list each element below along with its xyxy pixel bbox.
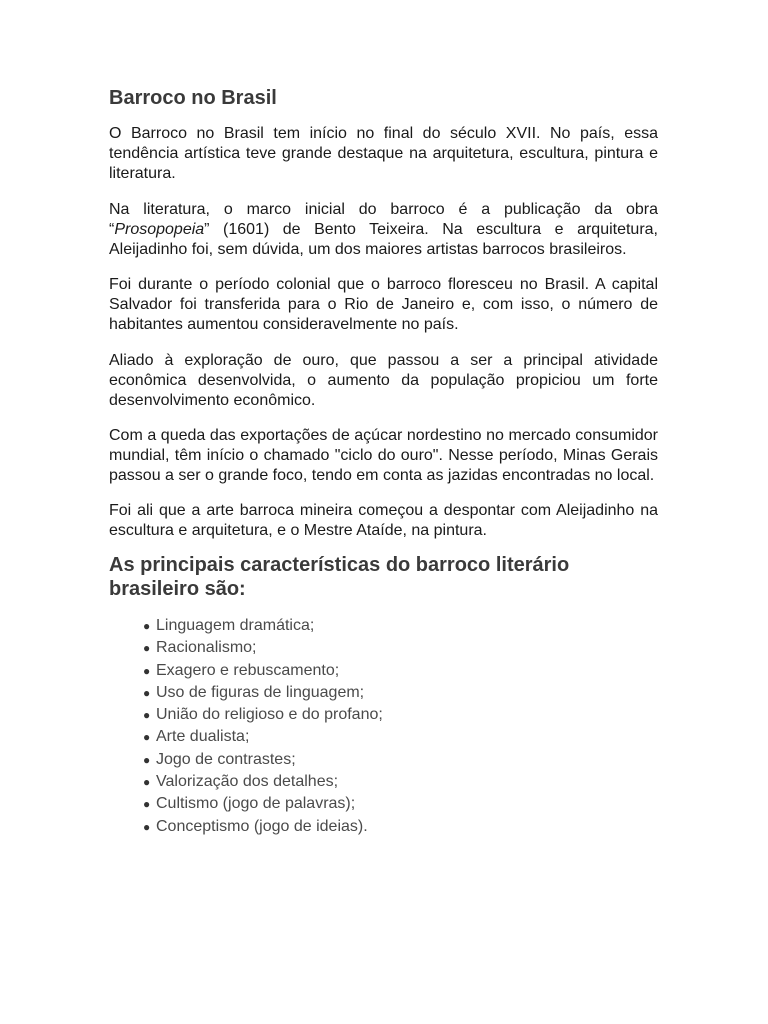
paragraph-intro: O Barroco no Brasil tem início no final do século XVII. No país, essa tendência artística teve grande destaque na arquitetura, escultura, pintura e literatura.	[109, 125, 658, 182]
work-title-prosopopeia: Prosopopeia	[114, 221, 205, 238]
bullet-icon: ●	[143, 619, 151, 633]
bullet-icon: ●	[143, 730, 151, 745]
paragraph-literature	[109, 200, 658, 260]
paragraph-gold-exploration: Aliado à exploração de ouro, que passou a ser a principal atividade econômica desenvolvida, o aumento da população propiciou um forte desenvolvimento econômico.	[109, 352, 658, 409]
bullet-icon: ●	[143, 752, 151, 767]
paragraph-minas-art: Foi ali que a arte barroca mineira começou a despontar com Aleijadinho na escultura e arquitetura, e o Mestre Ataíde, na pintura.	[109, 502, 658, 539]
document-page	[109, 84, 658, 838]
bullet-icon: ●	[143, 775, 151, 790]
list-item-text: Arte dualista;	[156, 728, 250, 746]
list-item	[143, 771, 658, 793]
bullet-icon: ●	[143, 797, 151, 812]
list-item-text: Cultismo (jogo de palavras);	[156, 795, 356, 813]
list-item-text: Exagero e rebuscamento;	[156, 661, 340, 679]
paragraph-gold-cycle: Com a queda das exportações de açúcar nordestino no mercado consumidor mundial, têm início o chamado "ciclo do ouro". Nesse período, Minas Gerais passou a ser o grande foco, tendo em conta as jazidas encontradas no local.	[109, 427, 658, 484]
list-item	[143, 726, 658, 748]
bullet-icon: ●	[143, 663, 151, 678]
list-item-text: Uso de figuras de linguagem;	[156, 683, 365, 701]
list-item-text: Linguagem dramática;	[156, 617, 315, 634]
list-item	[143, 704, 658, 726]
document-title: Barroco no Brasil	[109, 87, 277, 109]
bullet-icon: ●	[143, 641, 151, 656]
bullet-icon: ●	[143, 819, 151, 834]
features-list	[109, 615, 658, 838]
list-item	[143, 749, 658, 771]
list-item	[143, 660, 658, 682]
list-item	[143, 637, 658, 659]
section-subtitle: As principais características do barroco literário brasileiro são:	[109, 554, 570, 600]
list-item	[143, 615, 658, 637]
list-item-text: Valorização dos detalhes;	[156, 773, 339, 791]
list-item	[143, 816, 658, 838]
paragraph-literature-part2: ” (1601) de Bento Teixeira. Na escultura e arquitetura, Aleijadinho foi, sem dúvida, um dos maiores artistas barrocos brasileiros.	[109, 221, 658, 258]
list-item-text: União do religioso e do profano;	[156, 706, 383, 724]
paragraph-literature-part1: Na literatura, o marco inicial do barroco é a publicação da obra “	[109, 201, 658, 238]
list-item-text: Jogo de contrastes;	[156, 750, 296, 768]
list-item	[143, 682, 658, 704]
paragraph-colonial-period: Foi durante o período colonial que o barroco floresceu no Brasil. A capital Salvador foi transferida para o Rio de Janeiro e, com isso, o número de habitantes aumentou consideravelmente no país.	[109, 276, 658, 333]
bullet-icon: ●	[143, 685, 151, 700]
list-item	[143, 793, 658, 815]
bullet-icon: ●	[143, 708, 151, 723]
list-item-text: Racionalismo;	[156, 639, 257, 657]
list-item-text: Conceptismo (jogo de ideias).	[156, 817, 368, 835]
